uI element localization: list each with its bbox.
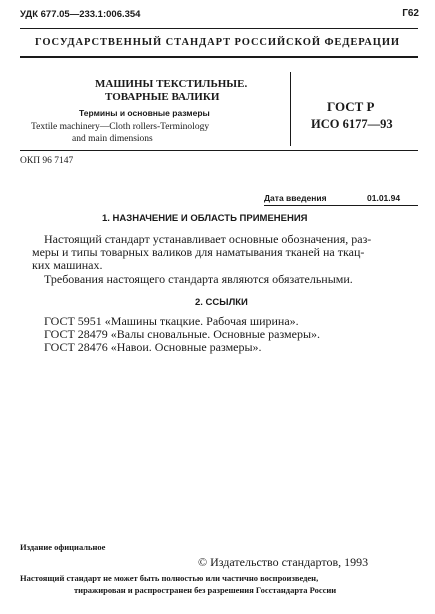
section-1-text-line-2: меры и типы товарных валиков для наматывания тканей на ткац- <box>32 245 365 259</box>
header-divider-bottom <box>20 56 418 58</box>
reproduction-notice-line-1: Настоящий стандарт не может быть полностью или частично воспроизведен, <box>20 573 319 583</box>
title-line-2: ТОВАРНЫЕ ВАЛИКИ <box>105 91 220 103</box>
gost-number-line-2: ИСО 6177—93 <box>311 117 393 131</box>
english-title-line-1: Textile machinery—Cloth rollers-Terminology <box>31 122 210 132</box>
intro-date-underline <box>264 205 418 206</box>
section-1-requirements: Требования настоящего стандарта являются обязательными. <box>44 272 353 286</box>
header-divider-top <box>20 28 418 29</box>
official-edition: Издание официальное <box>20 542 106 552</box>
section-2-heading: 2. ССЫЛКИ <box>195 297 248 308</box>
gost-number-line-1: ГОСТ Р <box>327 99 375 114</box>
section-1-text-line-1: Настоящий стандарт устанавливает основные обозначения, раз- <box>44 232 372 246</box>
intro-date-value: 01.01.94 <box>367 193 401 203</box>
copyright: © Издательство стандартов, 1993 <box>198 555 369 569</box>
udk-code: УДК 677.05—233.1:006.354 <box>20 9 141 20</box>
classification-group: Г62 <box>402 8 419 19</box>
section-1-text-line-3: ких машинах. <box>32 258 103 272</box>
intro-date-label: Дата введения <box>264 193 327 203</box>
title-block-rule <box>20 150 418 151</box>
title-block-divider <box>290 72 291 146</box>
english-title-line-2: and main dimensions <box>72 134 153 144</box>
section-1-heading: 1. НАЗНАЧЕНИЕ И ОБЛАСТЬ ПРИМЕНЕНИЯ <box>102 213 308 224</box>
standard-banner: ГОСУДАРСТВЕННЫЙ СТАНДАРТ РОССИЙСКОЙ ФЕДЕРАЦИИ <box>35 37 400 48</box>
reference-item: ГОСТ 5951 «Машины ткацкие. Рабочая ширина». <box>44 314 299 328</box>
reproduction-notice-line-2: тиражирован и распространен без разрешения Госстандарта России <box>74 585 337 595</box>
reference-item: ГОСТ 28479 «Валы сновальные. Основные размеры». <box>44 327 320 341</box>
okp-code: ОКП 96 7147 <box>20 156 74 166</box>
title-line-1: МАШИНЫ ТЕКСТИЛЬНЫЕ. <box>95 78 248 90</box>
subtitle: Термины и основные размеры <box>79 108 210 118</box>
reference-item: ГОСТ 28476 «Навои. Основные размеры». <box>44 340 262 354</box>
